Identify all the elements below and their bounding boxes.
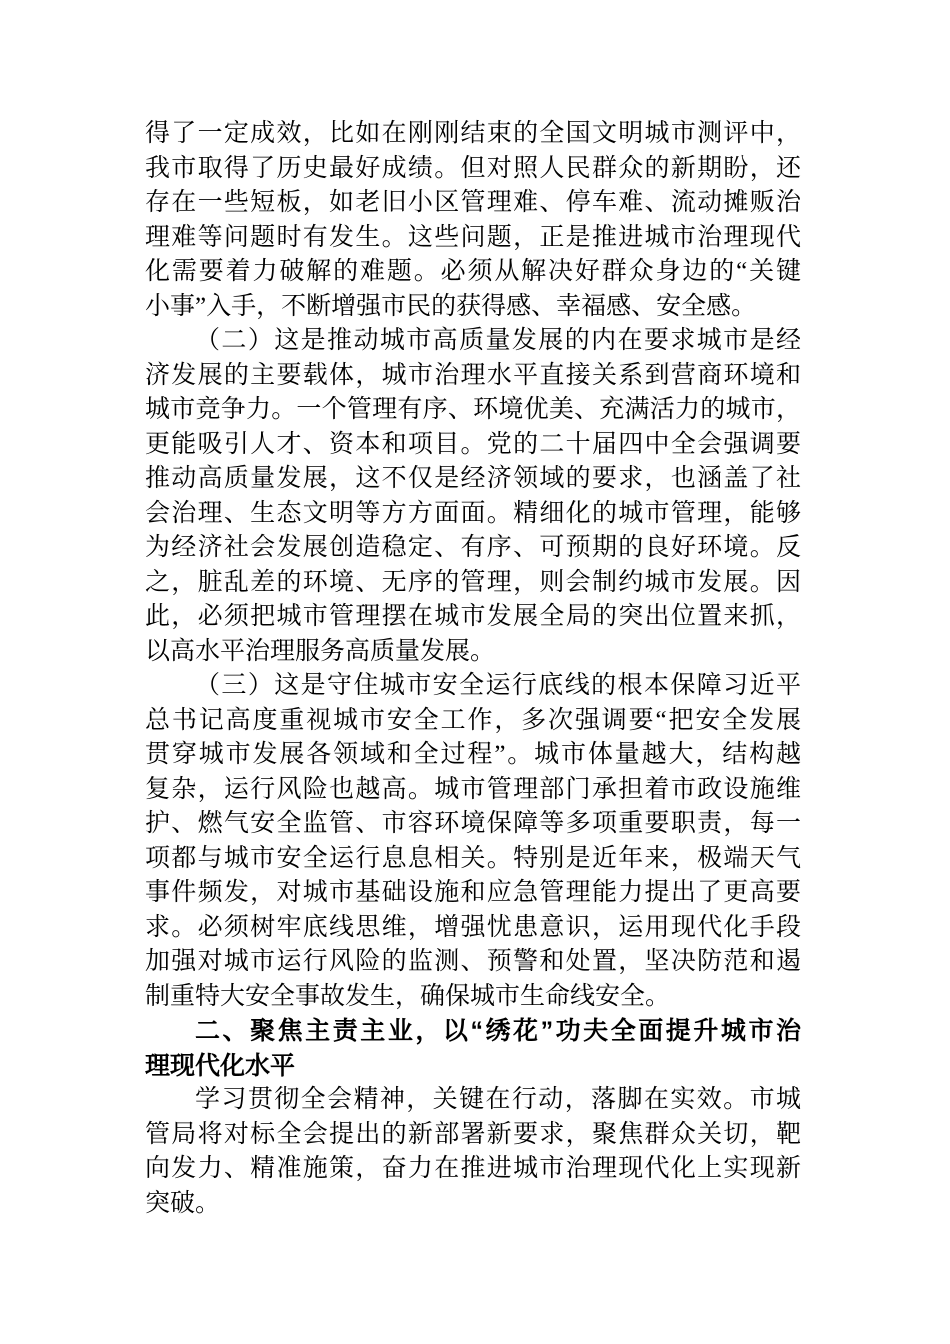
text-line: 以高水平治理服务高质量发展。 <box>145 637 496 665</box>
text-line: 突破。 <box>145 1189 221 1217</box>
text-line: 事件频发，对城市基础设施和应急管理能力提出了更高要 <box>145 879 801 906</box>
text-line: 学习贯彻全会精神，关键在行动，落脚在实效。市城 <box>195 1086 801 1113</box>
text-line: 制重特大安全事故发生，确保城市生命线安全。 <box>145 982 671 1010</box>
text-line: 我市取得了历史最好成绩。但对照人民群众的新期盼，还 <box>145 154 801 182</box>
text-line: 更能吸引人才、资本和项目。党的二十届四中全会强调要 <box>145 430 801 458</box>
paragraph-section-three <box>145 669 801 1014</box>
text-line: 理难等问题时有发生。这些问题，正是推进城市治理现代 <box>145 223 801 251</box>
text-line: （三）这是守住城市安全运行底线的根本保障习近平 <box>195 672 801 699</box>
text-line: 为经济社会发展创造稳定、有序、可预期的良好环境。反 <box>145 534 801 561</box>
text-line: 存在一些短板，如老旧小区管理难、停车难、流动摊贩治 <box>145 189 801 216</box>
text-line: 城市竞争力。一个管理有序、环境优美、充满活力的城市， <box>145 396 801 423</box>
text-line: 化需要着力破解的难题。必须从解决好群众身边的“关键 <box>145 258 801 285</box>
section-heading <box>145 1014 801 1083</box>
paragraph-continuation <box>145 117 801 324</box>
text-line: 管局将对标全会提出的新部署新要求，聚焦群众关切，靶 <box>145 1120 801 1148</box>
text-line: 向发力、精准施策，奋力在推进城市治理现代化上实现新 <box>145 1155 801 1182</box>
text-line: 复杂，运行风险也越高。城市管理部门承担着市政设施维 <box>145 775 801 803</box>
paragraph-closing <box>145 1083 801 1221</box>
text-line: 之，脏乱差的环境、无序的管理，则会制约城市发展。因 <box>145 568 801 596</box>
text-line: 小事”入手，不断增强市民的获得感、幸福感、安全感。 <box>145 292 757 320</box>
text-line: 此，必须把城市管理摆在城市发展全局的突出位置来抓， <box>145 603 801 630</box>
text-line: 得了一定成效，比如在刚刚结束的全国文明城市测评中， <box>145 120 801 147</box>
section-heading-line: 二、聚焦主责主业，以“绣花”功夫全面提升城市治 <box>195 1017 801 1045</box>
text-line: 济发展的主要载体，城市治理水平直接关系到营商环境和 <box>145 361 801 389</box>
text-line: 加强对城市运行风险的监测、预警和处置，坚决防范和遏 <box>145 948 801 975</box>
text-line: 护、燃气安全监管、市容环境保障等多项重要职责，每一 <box>145 810 801 837</box>
text-line: 贯穿城市发展各领域和全过程”。城市体量越大，结构越 <box>145 741 801 768</box>
text-line: 求。必须树牢底线思维，增强忧患意识，运用现代化手段 <box>145 913 801 941</box>
text-line: 总书记高度重视城市安全工作，多次强调要“把安全发展 <box>145 706 801 734</box>
section-heading-line: 理现代化水平 <box>145 1051 296 1080</box>
document-text-block <box>145 117 801 1221</box>
paragraph-section-two <box>145 324 801 669</box>
text-line: （二）这是推动城市高质量发展的内在要求城市是经 <box>195 327 801 354</box>
text-line: 推动高质量发展，这不仅是经济领域的要求，也涵盖了社 <box>145 465 801 492</box>
text-line: 项都与城市安全运行息息相关。特别是近年来，极端天气 <box>145 844 801 872</box>
text-line: 会治理、生态文明等方方面面。精细化的城市管理，能够 <box>145 499 801 527</box>
